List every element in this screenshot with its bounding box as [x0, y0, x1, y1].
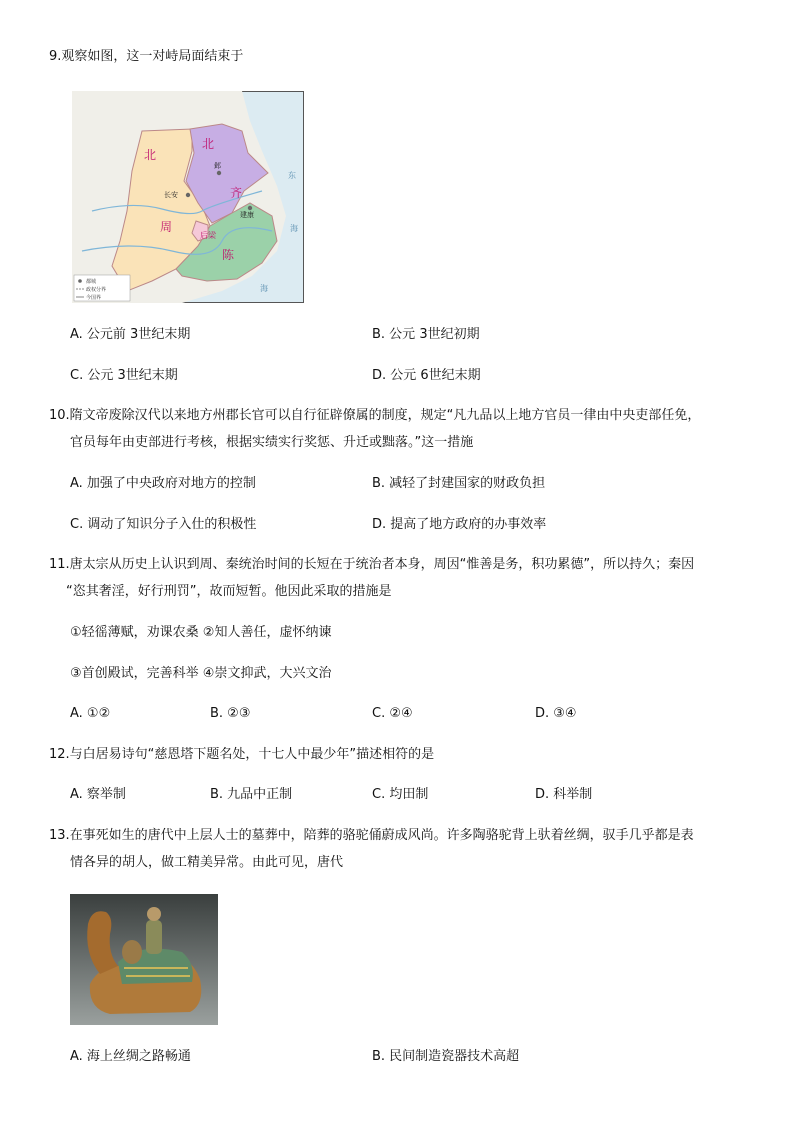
- q11-option-a: A. ①②: [70, 706, 111, 721]
- q10-stem-line-2: 官员每年由吏部进行考核，根据实绩实行奖惩、升迁或黜落。”这一措施: [70, 435, 474, 450]
- legend-item-capital: 都城: [86, 279, 97, 285]
- q12-option-c: C. 均田制: [372, 787, 429, 802]
- rider-figure: [146, 920, 162, 954]
- label-sea-2: 海: [290, 224, 298, 233]
- q9-stem: 9.观察如图，这一对峙局面结束于: [49, 49, 244, 64]
- label-chen: 陈: [222, 248, 235, 262]
- q12-option-a: A. 察举制: [70, 787, 126, 802]
- q12-option-b: B. 九品中正制: [210, 787, 293, 802]
- q13-stem-line-1: 13.在事死如生的唐代中上层人士的墓葬中，陪葬的骆驼俑蔚成风尚。许多陶骆驼背上驮着丝绸，驭手几乎都是表: [49, 828, 694, 843]
- label-north-zhou-2: 周: [160, 220, 173, 234]
- q9-option-d: D. 公元 6世纪末期: [372, 368, 481, 383]
- q10-option-c: C. 调动了知识分子入仕的积极性: [70, 517, 257, 532]
- q10-option-d: D. 提高了地方政府的办事效率: [372, 517, 547, 532]
- label-north-zhou-1: 北: [144, 148, 157, 162]
- q9-map: [72, 91, 304, 303]
- legend-item-national-border: 今国界: [86, 295, 102, 301]
- q11-option-b: B. ②③: [210, 706, 251, 721]
- label-jiankang: 建康: [240, 211, 254, 219]
- legend-capital-symbol: [78, 279, 82, 283]
- label-sea-1: 东: [288, 171, 296, 180]
- label-ye: 邺: [214, 162, 221, 170]
- q13-option-a: A. 海上丝绸之路畅通: [70, 1049, 191, 1064]
- q9-option-a: A. 公元前 3世纪末期: [70, 327, 191, 342]
- q11-stem-line-2: “恣其奢淫，好行刑罚”，故而短暂。他因此采取的措施是: [66, 584, 392, 599]
- q10-stem-line-1: 10.隋文帝废除汉代以来地方州郡长官可以自行征辟僚属的制度，规定“凡九品以上地方官员一律由中央吏部任免，: [49, 408, 701, 423]
- q11-items-line-2: ③首创殿试，完善科举 ④崇文抑武，大兴文治: [70, 666, 332, 681]
- rider-head: [147, 907, 161, 921]
- q12-option-d: D. 科举制: [535, 787, 593, 802]
- q9-option-b: B. 公元 3世纪初期: [372, 327, 480, 342]
- q11-option-c: C. ②④: [372, 706, 413, 721]
- capital-dot-jiankang: [248, 206, 252, 210]
- label-changan: 长安: [164, 191, 178, 199]
- label-north-qi-2: 齐: [230, 186, 243, 200]
- q11-stem-line-1: 11.唐太宗从历史上认识到周、秦统治时间的长短在于统治者本身，周因“惟善是务，积功累德”，所以持久；秦因: [49, 557, 695, 572]
- q13-camel-figurine-photo: [70, 894, 218, 1025]
- q12-stem: 12.与白居易诗句“慈恩塔下题名处，十七人中最少年”描述相符的是: [49, 747, 435, 762]
- q11-option-d: D. ③④: [535, 706, 577, 721]
- camel-hump: [122, 940, 142, 964]
- legend-item-border: 政权分界: [86, 287, 107, 293]
- q11-items-line-1: ①轻徭薄赋，劝课农桑 ②知人善任，虚怀纳谏: [70, 625, 332, 640]
- capital-dot-ye: [217, 171, 221, 175]
- q10-option-a: A. 加强了中央政府对地方的控制: [70, 476, 256, 491]
- label-south-sea: 海: [260, 284, 268, 293]
- label-hou-liang: 后梁: [200, 231, 216, 240]
- q13-option-b: B. 民间制造瓷器技术高超: [372, 1049, 520, 1064]
- q9-option-c: C. 公元 3世纪末期: [70, 368, 178, 383]
- q10-option-b: B. 减轻了封建国家的财政负担: [372, 476, 546, 491]
- q13-stem-line-2: 情各异的胡人，做工精美异常。由此可见，唐代: [70, 855, 344, 870]
- capital-dot-changan: [186, 193, 190, 197]
- label-north-qi-1: 北: [202, 137, 215, 151]
